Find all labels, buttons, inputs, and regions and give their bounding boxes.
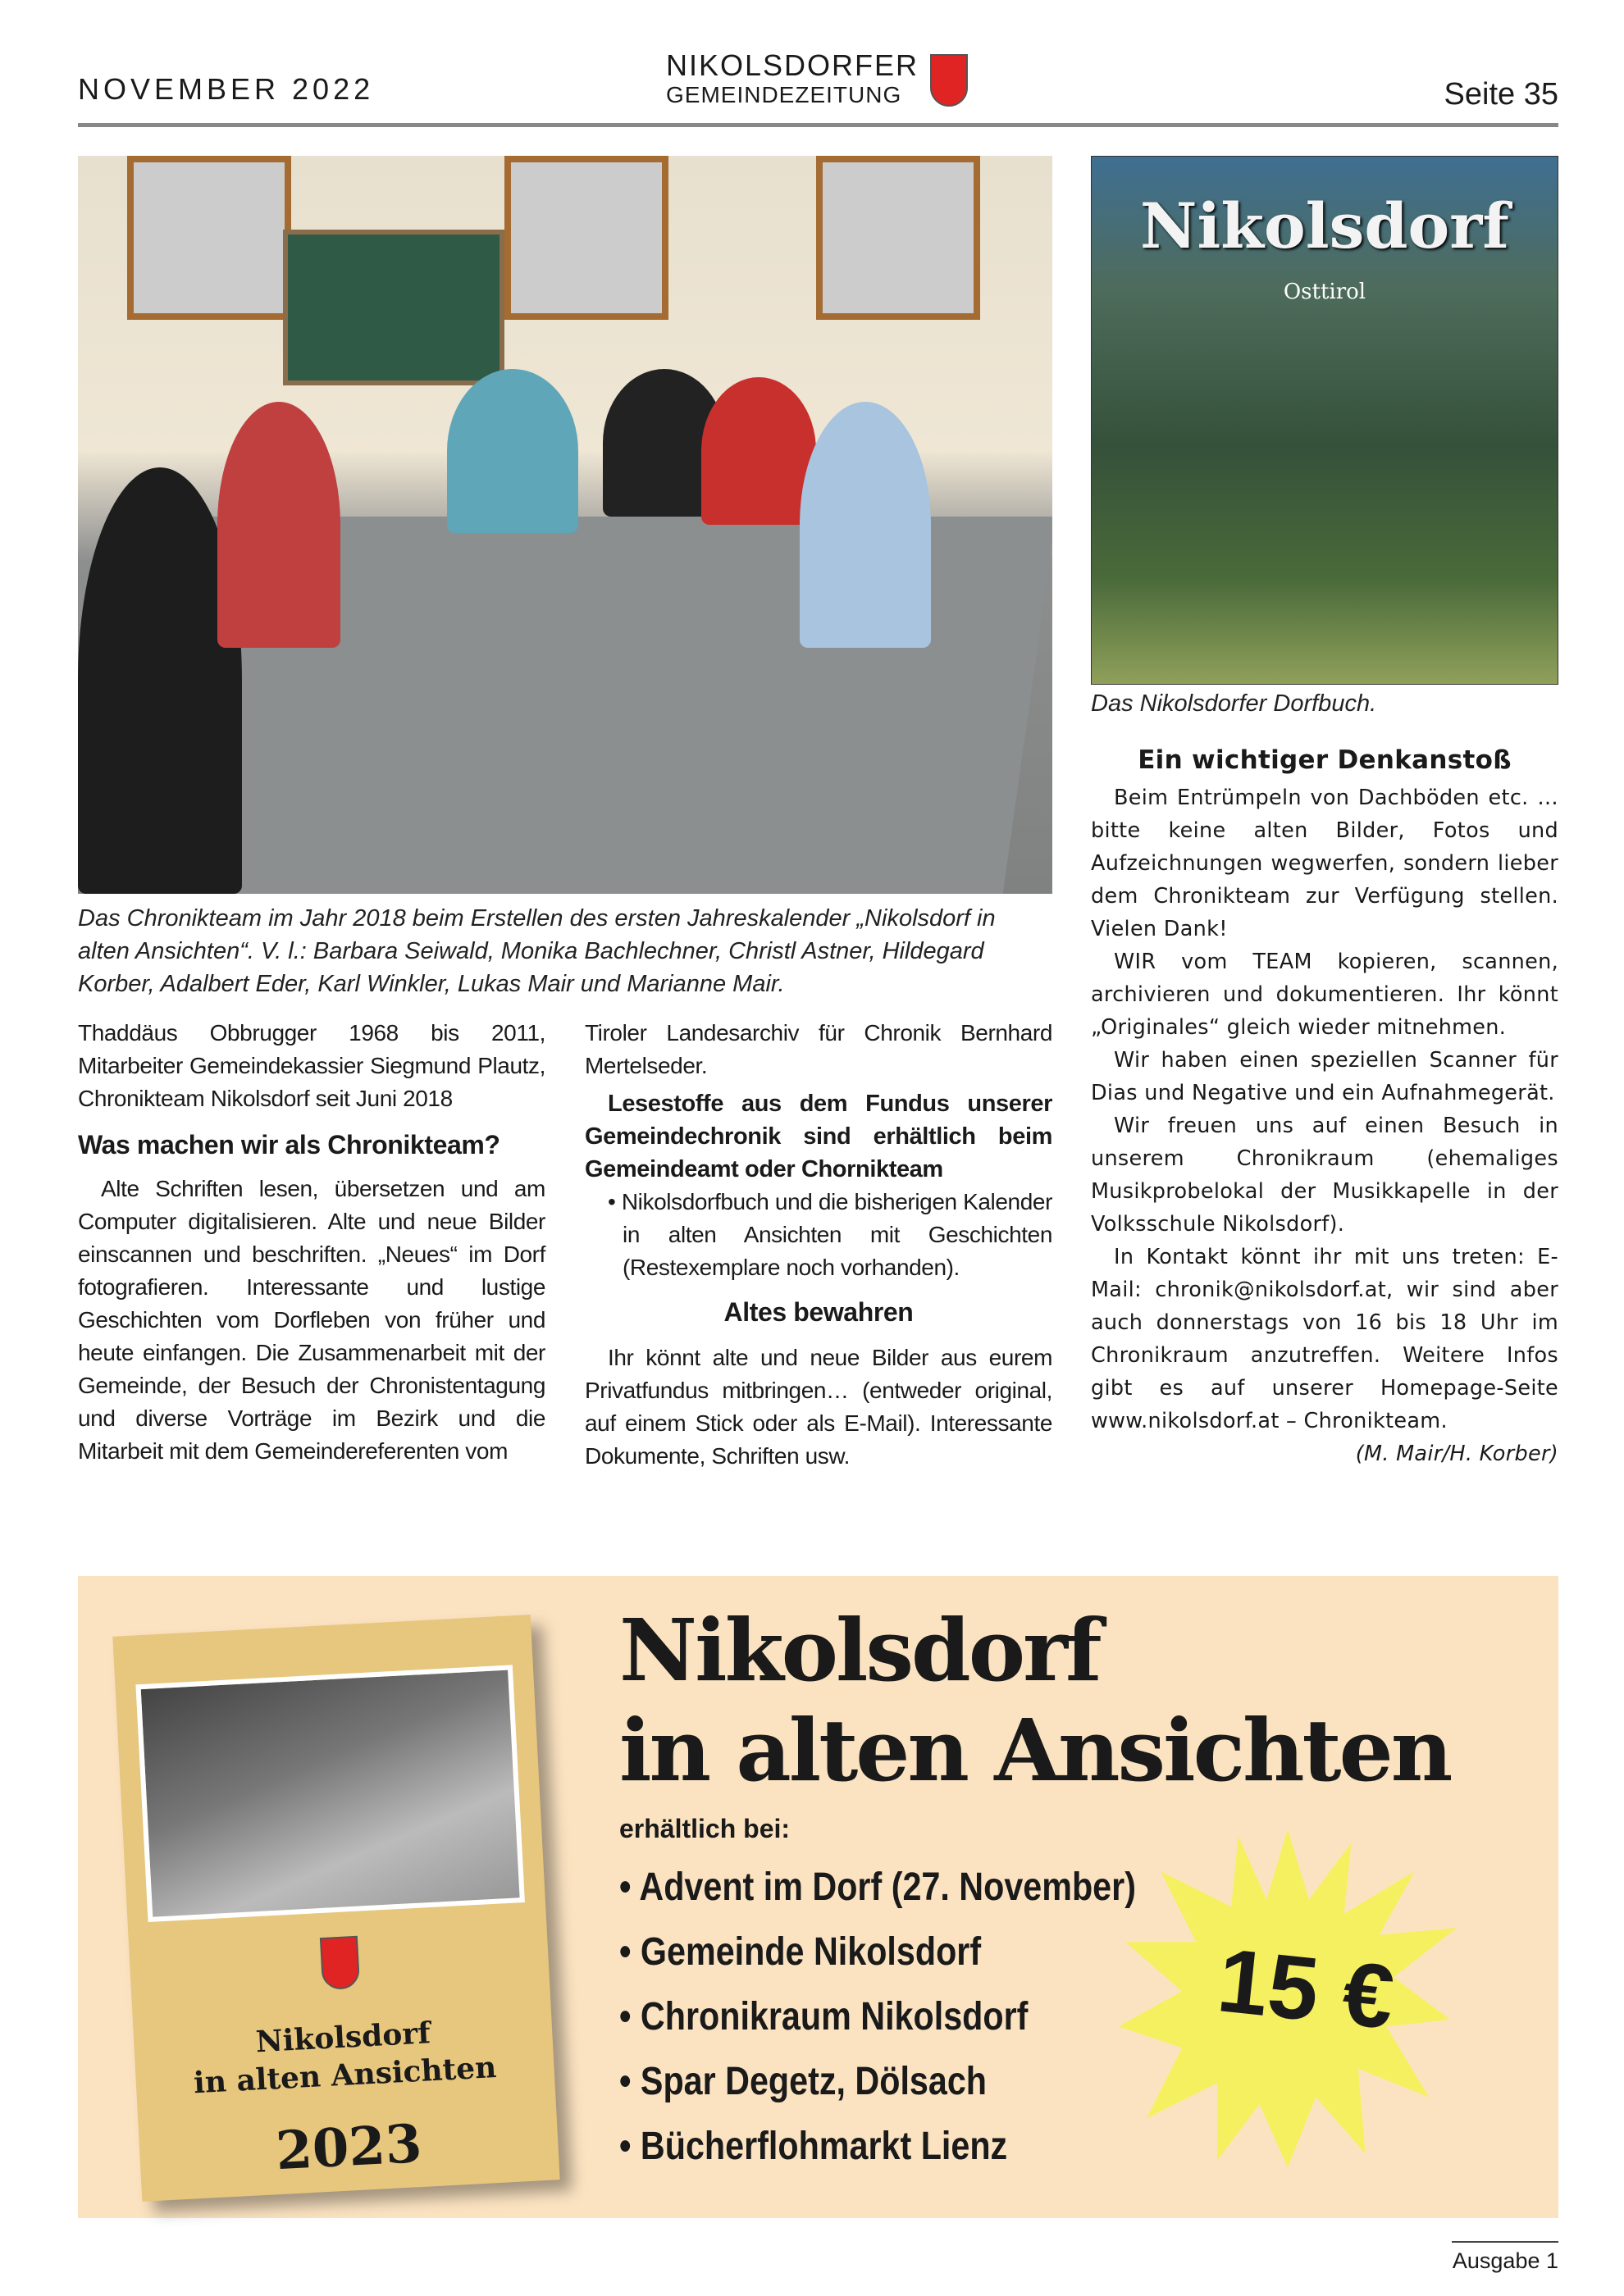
coat-of-arms-icon: [320, 1936, 360, 1990]
location-item: • Gemeinde Nikolsdorf: [619, 1930, 982, 1974]
aerial-photo: [135, 1665, 525, 1922]
section-heading: Altes bewahren: [723, 1297, 914, 1327]
issue-number: Ausgabe 1: [1452, 2248, 1558, 2273]
available-label: erhältlich bei:: [619, 1814, 791, 1843]
paragraph: Tiroler Landesarchiv für Chronik Bernhard Mertelseder.: [585, 1020, 1052, 1078]
section-heading: Ein wichtiger Denkanstoß: [1138, 745, 1512, 775]
section-heading: Was machen wir als Chronikteam?: [78, 1130, 500, 1159]
header-divider: [78, 123, 1558, 127]
paragraph: Ihr könnt alte und neue Bilder aus eurem Privatfundus mitbringen… (entweder original, auf einem Stick oder als E-Mail). Interessante Dokumente, Schriften usw.: [585, 1345, 1052, 1469]
location-item: • Chronikraum Nikolsdorf: [619, 1995, 1029, 2039]
book-subtitle: Osttirol: [1283, 280, 1366, 304]
masthead-line2: GEMEINDEZEITUNG: [666, 82, 902, 107]
paragraph: Beim Entrümpeln von Dachböden etc. … bitte keine alten Bilder, Fotos und Aufzeichnungen wegwerfen, sondern lieber dem Chronikteam zur Verfügung stellen. Vielen Dank!: [1091, 786, 1558, 941]
location-item: • Bücherflohmarkt Lienz: [619, 2125, 1008, 2168]
paragraph: Wir freuen uns auf einen Besuch in unserem Chronikraum (ehemaliges Musikprobelokal der Musikkapelle in der Volksschule Nikolsdorf).: [1091, 1114, 1558, 1237]
paragraph: WIR vom TEAM kopieren, scannen, archivieren und dokumentieren. Ihr könnt „Originales“ gleich wieder mitnehmen.: [1091, 950, 1558, 1040]
paragraph: Wir haben einen speziellen Scanner für Dias und Negative und ein Aufnahmegerät.: [1091, 1048, 1558, 1105]
page-number: Seite 35: [1444, 77, 1558, 112]
author: (M. Mair/H. Korber): [1355, 1442, 1558, 1466]
masthead-line1: NIKOLSDORFER: [666, 48, 919, 82]
coat-of-arms-icon: [930, 54, 968, 107]
paragraph: Alte Schriften lesen, übersetzen und am Computer digitalisieren. Alte und neue Bilder einscannen und beschriften. „Neues“ im Dorf fotografieren. Interessante und lustige Geschichten vom Dorfleben von früher und heute einfangen. Die Zusammenarbeit mit der Gemeinde, der Besuch der Chronistentagung und diverse Vorträge im Bezirk und die Mitarbeit mit dem Gemeindereferenten vom: [78, 1176, 545, 1464]
location-item: • Spar Degetz, Dölsach: [619, 2060, 988, 2103]
paragraph: Thaddäus Obbrugger 1968 bis 2011, Mitarbeiter Gemeindekassier Siegmund Plautz, Chronikteam Nikolsdorf seit Juni 2018: [78, 1020, 545, 1111]
list-item: • Nikolsdorfbuch und die bisherigen Kalender in alten Ansichten mit Geschichten (Restexemplare noch vorhanden).: [608, 1189, 1052, 1280]
calendar-cover: [112, 1615, 559, 2202]
calendar-cover-title: Nikolsdorf in alten Ansichten: [193, 2016, 498, 2101]
photo-caption: Das Chronikteam im Jahr 2018 beim Erstellen des ersten Jahreskalender „Nikolsdorf in alten Ansichten“. V. l.: Barbara Seiwald, Monika Bachlechner, Christl Astner, Hildegard Korber, Adalbert Eder, Karl Winkler, Lukas Mair und Marianne Mair.: [78, 905, 996, 997]
ad-title: Nikolsdorf in alten Ansichten: [619, 1600, 1451, 1801]
column-2: [585, 1017, 1052, 1473]
dorfbuch-cover-image: [1091, 156, 1558, 685]
chronikteam-photo: [78, 156, 1052, 894]
footer-divider: [1452, 2241, 1558, 2243]
issue-date: NOVEMBER 2022: [78, 72, 375, 106]
section-heading: Lesestoffe aus dem Fundus unserer Gemeindechronik sind erhältlich beim Gemeindeamt oder Chornikteam: [585, 1091, 1052, 1182]
masthead-logo: [666, 48, 919, 107]
book-title: Nikolsdorf: [1140, 189, 1509, 262]
location-item: • Advent im Dorf (27. November): [619, 1866, 1136, 1909]
column-1: [78, 1017, 545, 1468]
paragraph: In Kontakt könnt ihr mit uns treten: E-Mail: chronik@nikolsdorf.at, wir sind aber auch donnerstags von 16 bis 18 Uhr im Chronikraum anzutreffen. Weitere Infos gibt es auf unserer Homepage-Seite www.nikolsdorf.at – Chronikteam.: [1091, 1245, 1558, 1433]
book-caption: Das Nikolsdorfer Dorfbuch.: [1091, 690, 1377, 717]
column-3: [1091, 742, 1558, 1470]
calendar-advertisement: [78, 1576, 1558, 2218]
calendar-year: 2023: [274, 2112, 424, 2183]
price: 15 €: [1213, 1929, 1398, 2048]
